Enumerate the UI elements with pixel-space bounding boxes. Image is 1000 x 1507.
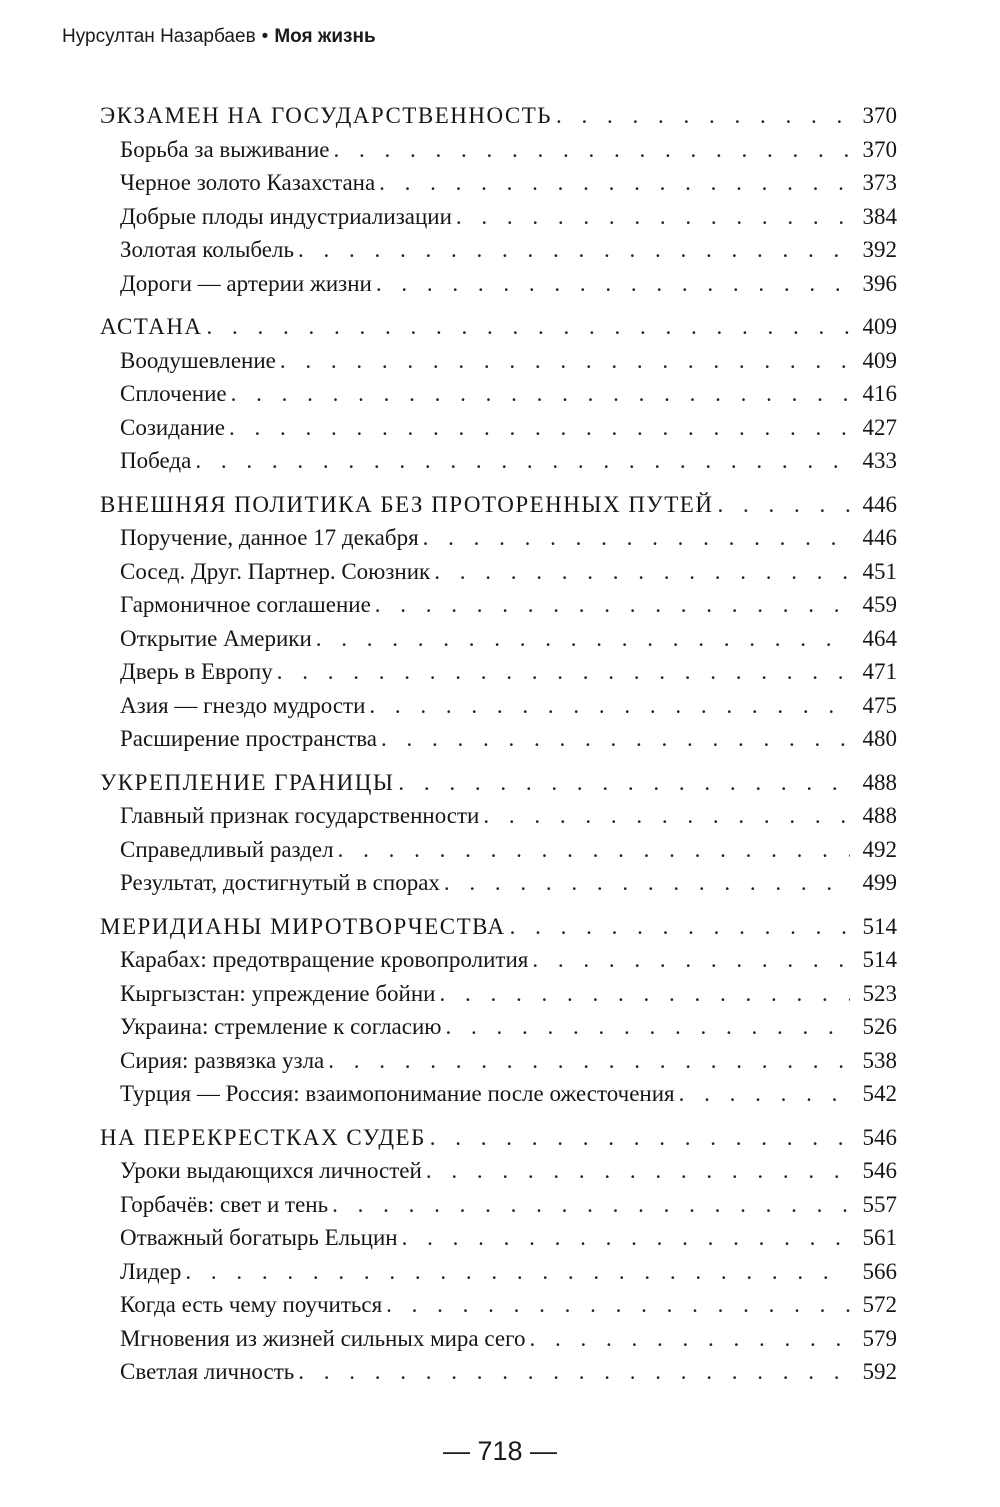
- toc-subsection-title: Справедливый раздел: [120, 836, 334, 862]
- dot-leader: [398, 766, 850, 800]
- dot-leader: [280, 344, 850, 378]
- toc-chapter-title: УКРЕПЛЕНИЕ ГРАНИЦЫ: [100, 769, 395, 795]
- toc-subsection-title: Когда есть чему поучиться: [120, 1292, 383, 1317]
- dot-leader: [456, 200, 850, 234]
- toc-subsection-title: Дороги — артерии жизни: [120, 270, 372, 296]
- toc-subsection: [100, 866, 897, 900]
- running-head: [62, 26, 376, 48]
- toc-chapter-page-number: 488: [862, 769, 897, 795]
- toc-subsection-title: Созидание: [120, 414, 225, 440]
- toc-subsection-title: Победа: [120, 448, 192, 473]
- toc-subsection: [100, 622, 897, 656]
- dot-leader: [298, 1355, 850, 1389]
- toc-section: [100, 99, 897, 300]
- toc-subsection-page-number: 579: [862, 1325, 897, 1351]
- toc-chapter-title: МЕРИДИАНЫ МИРОТВОРЧЕСТВА: [100, 913, 506, 939]
- dot-leader: [445, 1010, 850, 1044]
- toc-subsection-page-number: 370: [862, 136, 897, 162]
- toc-subsection: [100, 555, 897, 589]
- toc-subsection-page-number: 433: [862, 448, 897, 473]
- toc-subsection-title: Светлая личность: [120, 1359, 295, 1384]
- toc-subsection-title: Лидер: [120, 1258, 182, 1284]
- toc-chapter-page-number: 409: [862, 314, 897, 339]
- toc-subsection-page-number: 416: [862, 381, 897, 406]
- toc-subsection: [100, 655, 897, 689]
- dot-leader: [195, 444, 850, 478]
- toc-subsection-page-number: 538: [862, 1047, 897, 1073]
- toc-subsection-title: Уроки выдающихся личностей: [120, 1158, 422, 1183]
- toc-subsection: [100, 1077, 897, 1111]
- toc-subsection-page-number: 526: [862, 1014, 897, 1039]
- toc-subsection-title: Гармоничное соглашение: [120, 592, 371, 617]
- toc-subsection-page-number: 566: [862, 1258, 897, 1284]
- toc-subsection-page-number: 427: [862, 414, 897, 440]
- toc-chapter-title: НА ПЕРЕКРЕСТКАХ СУДЕБ: [100, 1124, 426, 1150]
- author-name: Нурсултан Назарбаев: [62, 26, 256, 47]
- dot-leader: [316, 622, 850, 656]
- dot-leader: [231, 377, 850, 411]
- toc-subsection-title: Добрые плоды индустриализации: [120, 203, 452, 229]
- dot-leader: [483, 799, 850, 833]
- toc-subsection-page-number: 492: [862, 836, 897, 862]
- toc-chapter-page-number: 546: [862, 1124, 897, 1150]
- toc-subsection-title: Расширение пространства: [120, 726, 377, 751]
- toc-subsection: [100, 689, 897, 723]
- toc-subsection-title: Мгновения из жизней сильных мира сего: [120, 1325, 526, 1351]
- toc-subsection-title: Поручение, данное 17 декабря: [120, 525, 419, 550]
- table-of-contents: [100, 99, 897, 1399]
- dot-leader: [207, 310, 850, 344]
- toc-subsection-title: Сосед. Друг. Партнер. Союзник: [120, 558, 431, 584]
- toc-chapter: [100, 766, 897, 800]
- dot-leader: [529, 1322, 850, 1356]
- toc-subsection-page-number: 480: [862, 726, 897, 751]
- toc-subsection-title: Кыргызстан: упреждение бойни: [120, 980, 436, 1006]
- dot-leader: [434, 555, 850, 589]
- toc-subsection-title: Борьба за выживание: [120, 136, 330, 162]
- dot-leader: [386, 1288, 850, 1322]
- dot-leader: [369, 689, 850, 723]
- toc-subsection-page-number: 523: [862, 980, 897, 1006]
- toc-subsection-page-number: 557: [862, 1191, 897, 1217]
- toc-subsection: [100, 1288, 897, 1322]
- toc-subsection: [100, 267, 897, 301]
- toc-chapter: [100, 488, 897, 522]
- dot-leader: [426, 1154, 850, 1188]
- toc-subsection-title: Результат, достигнутый в спорах: [120, 870, 440, 895]
- dot-leader: [298, 233, 850, 267]
- toc-subsection: [100, 588, 897, 622]
- toc-subsection-title: Турция — Россия: взаимопонимание после ожесточения: [120, 1081, 675, 1106]
- toc-subsection: [100, 233, 897, 267]
- dot-leader: [556, 99, 850, 133]
- toc-subsection-page-number: 384: [862, 203, 897, 229]
- toc-subsection-page-number: 592: [862, 1359, 897, 1384]
- toc-chapter-page-number: 514: [862, 913, 897, 939]
- toc-subsection-page-number: 392: [862, 237, 897, 262]
- toc-subsection: [100, 521, 897, 555]
- toc-subsection-page-number: 409: [862, 347, 897, 373]
- toc-subsection: [100, 1154, 897, 1188]
- toc-subsection: [100, 977, 897, 1011]
- toc-chapter-title: ВНЕШНЯЯ ПОЛИТИКА БЕЗ ПРОТОРЕННЫХ ПУТЕЙ: [100, 491, 714, 517]
- toc-subsection-page-number: 459: [862, 592, 897, 617]
- toc-subsection: [100, 344, 897, 378]
- toc-subsection: [100, 1322, 897, 1356]
- dot-leader: [185, 1255, 850, 1289]
- toc-chapter: [100, 1121, 897, 1155]
- dot-leader: [375, 588, 850, 622]
- toc-subsection-page-number: 488: [862, 803, 897, 828]
- toc-chapter: [100, 99, 897, 133]
- toc-subsection-page-number: 446: [862, 525, 897, 550]
- toc-chapter-title: ЭКЗАМЕН НА ГОСУДАРСТВЕННОСТЬ: [100, 103, 552, 128]
- toc-subsection-title: Сирия: развязка узла: [120, 1047, 325, 1073]
- toc-subsection: [100, 1044, 897, 1078]
- dot-leader: [379, 166, 850, 200]
- toc-subsection-page-number: 542: [862, 1081, 897, 1106]
- toc-subsection-page-number: 451: [862, 558, 897, 584]
- toc-subsection-title: Главный признак государственности: [120, 803, 480, 828]
- toc-section: [100, 910, 897, 1111]
- toc-subsection-title: Карабах: предотвращение кровопролития: [120, 947, 529, 972]
- toc-subsection-page-number: 464: [862, 625, 897, 651]
- toc-subsection: [100, 1010, 897, 1044]
- dot-leader: [328, 1044, 850, 1078]
- toc-subsection-page-number: 499: [862, 870, 897, 895]
- toc-subsection-title: Горбачёв: свет и тень: [120, 1191, 329, 1217]
- dot-leader: [440, 977, 851, 1011]
- toc-chapter-page-number: 446: [862, 491, 897, 517]
- dot-leader: [229, 411, 850, 445]
- dot-leader: [402, 1221, 850, 1255]
- toc-subsection-page-number: 514: [862, 947, 897, 972]
- toc-subsection: [100, 133, 897, 167]
- toc-section: [100, 766, 897, 900]
- toc-subsection: [100, 1255, 897, 1289]
- dot-leader: [430, 1121, 850, 1155]
- dot-leader: [381, 722, 850, 756]
- toc-subsection-title: Отважный богатырь Ельцин: [120, 1225, 398, 1250]
- dot-leader: [532, 943, 850, 977]
- header-separator: •: [261, 26, 269, 47]
- toc-subsection-page-number: 471: [862, 659, 897, 684]
- dot-leader: [717, 488, 850, 522]
- dot-leader: [423, 521, 850, 555]
- toc-subsection: [100, 377, 897, 411]
- toc-section: [100, 310, 897, 478]
- toc-subsection-page-number: 572: [862, 1292, 897, 1317]
- dot-leader: [338, 833, 850, 867]
- toc-subsection-page-number: 396: [862, 270, 897, 296]
- toc-subsection-title: Дверь в Европу: [120, 659, 273, 684]
- toc-subsection: [100, 166, 897, 200]
- toc-subsection-title: Золотая колыбель: [120, 237, 294, 262]
- toc-subsection: [100, 1188, 897, 1222]
- book-title: Моя жизнь: [274, 26, 376, 47]
- dot-leader: [679, 1077, 850, 1111]
- toc-subsection-page-number: 475: [862, 692, 897, 718]
- dot-leader: [376, 267, 850, 301]
- toc-chapter: [100, 910, 897, 944]
- dot-leader: [277, 655, 850, 689]
- toc-subsection-title: Открытие Америки: [120, 625, 312, 651]
- dot-leader: [444, 866, 850, 900]
- toc-subsection-page-number: 373: [862, 170, 897, 195]
- toc-subsection: [100, 200, 897, 234]
- toc-subsection: [100, 943, 897, 977]
- toc-subsection: [100, 833, 897, 867]
- toc-subsection-title: Черное золото Казахстана: [120, 170, 376, 195]
- toc-subsection: [100, 411, 897, 445]
- toc-subsection: [100, 1355, 897, 1389]
- page-number: — 718 —: [442, 1436, 558, 1466]
- toc-subsection-title: Сплочение: [120, 381, 227, 406]
- toc-subsection: [100, 722, 897, 756]
- dot-leader: [510, 910, 850, 944]
- toc-subsection: [100, 444, 897, 478]
- toc-chapter-page-number: 370: [862, 103, 897, 128]
- toc-subsection-title: Украина: стремление к согласию: [120, 1014, 442, 1039]
- toc-subsection-page-number: 561: [862, 1225, 897, 1250]
- toc-subsection-title: Азия — гнездо мудрости: [120, 692, 366, 718]
- toc-subsection-title: Воодушевление: [120, 347, 276, 373]
- toc-subsection: [100, 1221, 897, 1255]
- toc-section: [100, 488, 897, 756]
- dot-leader: [332, 1188, 850, 1222]
- toc-chapter: [100, 310, 897, 344]
- toc-chapter-title: АСТАНА: [100, 314, 203, 339]
- toc-section: [100, 1121, 897, 1389]
- dot-leader: [334, 133, 850, 167]
- toc-subsection: [100, 799, 897, 833]
- toc-subsection-page-number: 546: [862, 1158, 897, 1183]
